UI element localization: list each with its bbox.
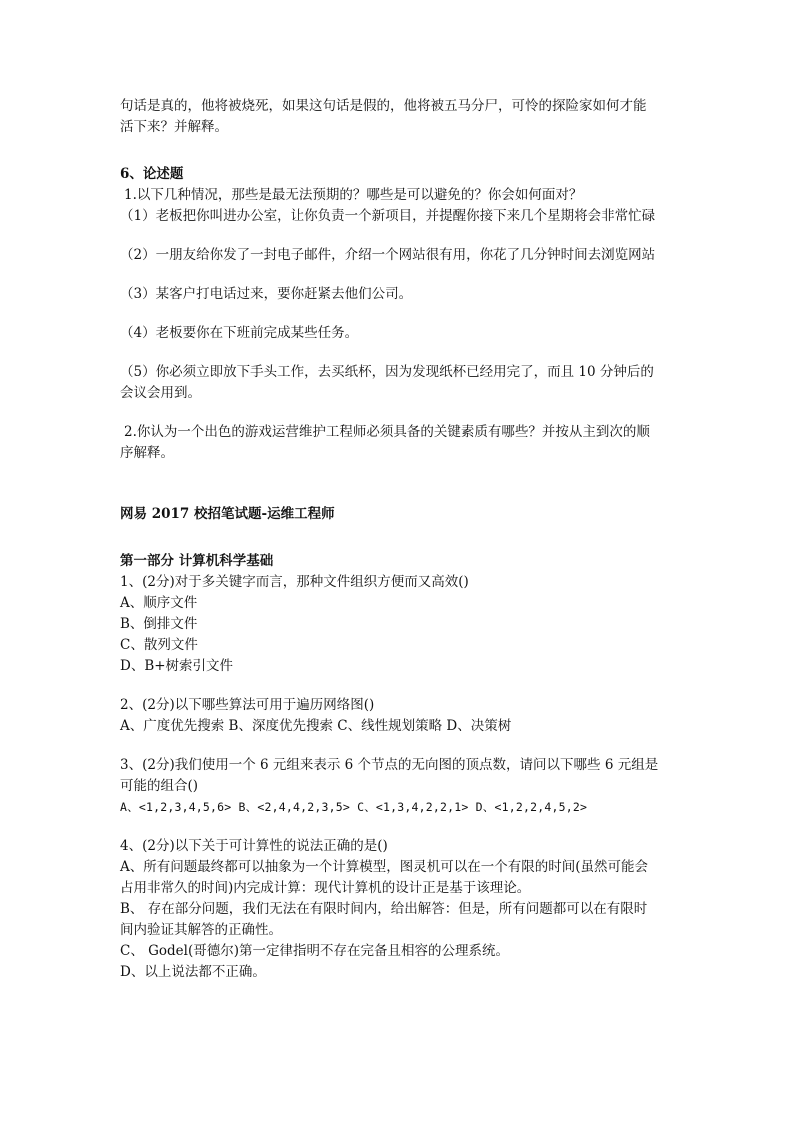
q4-option-a-line-2: 占用非常久的时间)内完成计算：现代计算机的设计正是基于该理论。 xyxy=(120,880,531,896)
q4-option-c: C、 Godel(哥德尔)第一定律指明不存在完备且相容的公理系统。 xyxy=(120,943,510,959)
netease-exam-heading: 网易 2017 校招笔试题-运维工程师 xyxy=(120,506,335,522)
intro-line-1: 句话是真的，他将被烧死，如果这句话是假的，他将被五马分尸，可怜的探险家如何才能 xyxy=(120,98,647,114)
q1-option-d: D、B+树索引文件 xyxy=(120,658,234,674)
q4-option-b-line-1: B、 存在部分问题，我们无法在有限时间内，给出解答：但是，所有问题都可以在有限时 xyxy=(120,901,648,917)
essay-item-4: （4）老板要你在下班前完成某些任务。 xyxy=(120,325,359,341)
q1-stem: 1、(2分)对于多关键字而言，那种文件组织方便而又高效() xyxy=(120,574,469,590)
essay-question-1: 1.以下几种情况，那些是最无法预期的？哪些是可以避免的？你会如何面对？ xyxy=(124,187,583,203)
q1-option-c: C、散列文件 xyxy=(120,637,198,653)
part-1-title: 第一部分 计算机科学基础 xyxy=(120,553,274,569)
essay-question-2-line-1: 2.你认为一个出色的游戏运营维护工程师必须具备的关键素质有哪些？并按从主到次的顺 xyxy=(124,424,650,440)
essay-item-5-line-2: 会议会用到。 xyxy=(120,385,201,401)
q1-option-b: B、倒排文件 xyxy=(120,616,198,632)
q4-option-b-line-2: 间内验证其解答的正确性。 xyxy=(120,922,282,938)
q3-stem-line-2: 可能的组合() xyxy=(120,778,199,794)
q2-stem: 2、(2分)以下哪些算法可用于遍历网络图() xyxy=(120,697,375,713)
document-page xyxy=(120,96,680,983)
essay-question-2-line-2: 序解释。 xyxy=(120,445,174,461)
q3-options: A、<1,2,3,4,5,6> B、<2,4,4,2,3,5> C、<1,3,4,2,2,1> D、<1,2,2,4,5,2> xyxy=(120,800,588,814)
section-6-title: 6、论述题 xyxy=(120,166,184,182)
q1-option-a: A、顺序文件 xyxy=(120,595,198,611)
essay-item-1: （1）老板把你叫进办公室，让你负责一个新项目，并提醒你接下来几个星期将会非常忙碌 xyxy=(120,208,656,224)
q4-option-a-line-1: A、所有问题最终都可以抽象为一个计算模型，图灵机可以在一个有限的时间(虽然可能会 xyxy=(120,859,649,875)
essay-item-5-line-1: （5）你必须立即放下手头工作，去买纸杯，因为发现纸杯已经用完了，而且 10 分钟后的 xyxy=(120,364,654,380)
q4-stem: 4、(2分)以下关于可计算性的说法正确的是() xyxy=(120,838,388,854)
essay-item-2: （2）一朋友给你发了一封电子邮件，介绍一个网站很有用，你花了几分钟时间去浏览网站 xyxy=(120,247,656,263)
essay-item-3: （3）某客户打电话过来，要你赶紧去他们公司。 xyxy=(120,286,413,302)
q3-stem-line-1: 3、(2分)我们使用一个 6 元组来表示 6 个节点的无向图的顶点数，请问以下哪些 6 元组是 xyxy=(120,757,659,773)
q2-options: A、广度优先搜索 B、深度优先搜索 C、线性规划策略 D、决策树 xyxy=(120,718,512,734)
intro-line-2: 活下来？并解释。 xyxy=(120,119,228,135)
q4-option-d: D、以上说法都不正确。 xyxy=(120,964,266,980)
